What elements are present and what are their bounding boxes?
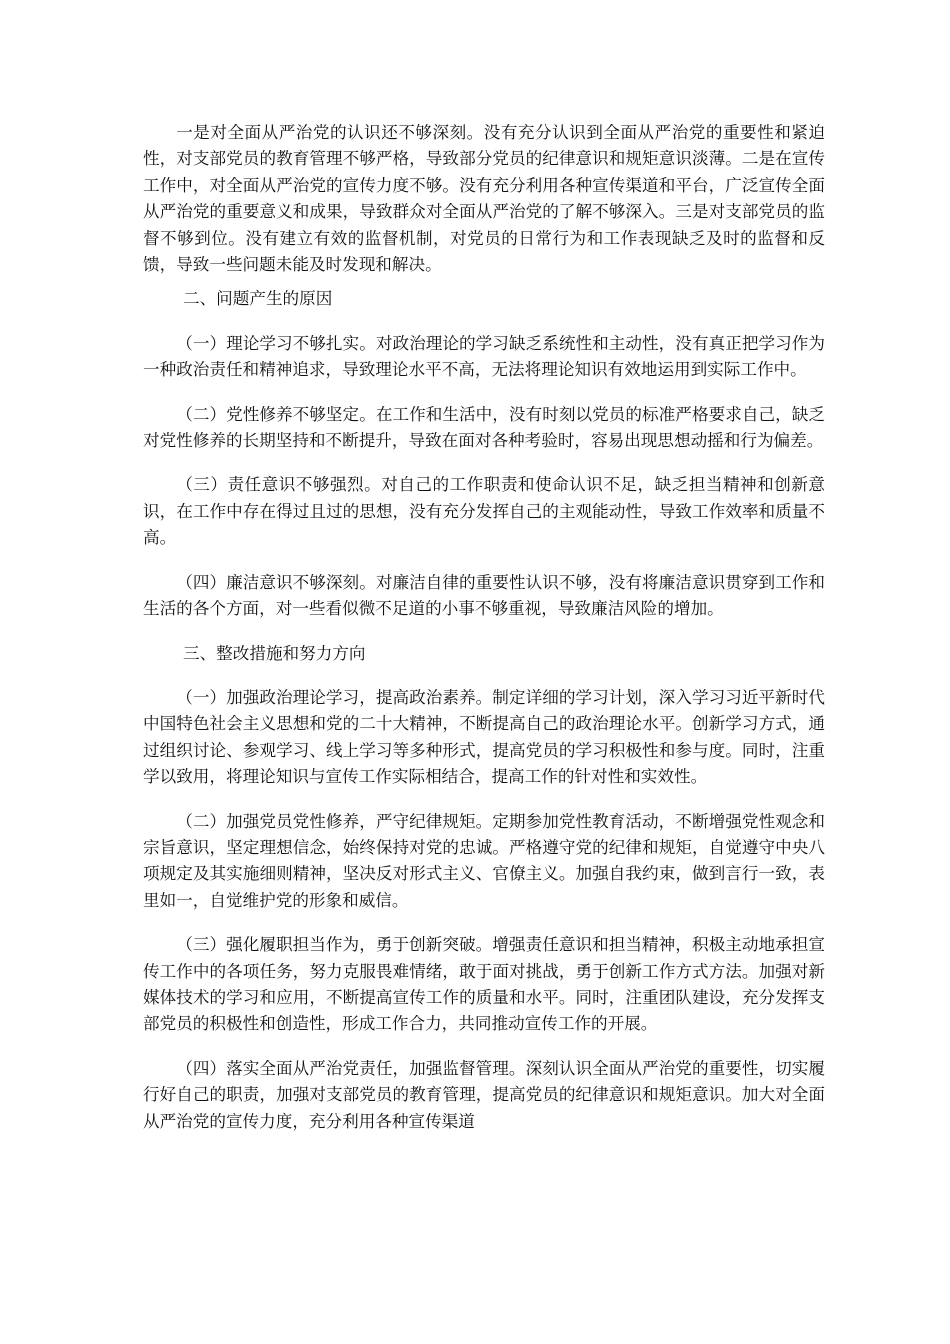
paragraph-measure-1: （一）加强政治理论学习，提高政治素养。制定详细的学习计划，深入学习习近平新时代中国特色社会主义思想和党的二十大精神，不断提高自己的政治理论水平。创新学习方式，通过组织讨论、参观学习、线上学习等多种形式，提高党员的学习积极性和参与度。同时，注重学以致用，将理论知识与宣传工作实际相结合，提高工作的针对性和实效性。 (143, 687, 825, 787)
section-heading-2: 二、问题产生的原因 (183, 289, 333, 309)
paragraph-1: 一是对全面从严治党的认识还不够深刻。没有充分认识到全面从严治党的重要性和紧迫性，对支部党员的教育管理不够严格，导致部分党员的纪律意识和规矩意识淡薄。二是在宣传工作中，对全面从严治党的宣传力度不够。没有充分利用各种宣传渠道和平台，广泛宣传全面从严治党的重要意义和成果，导致群众对全面从严治党的了解不够深入。三是对支部党员的监督不够到位。没有建立有效的监督机制，对党员的日常行为和工作表现缺乏及时的监督和反馈，导致一些问题未能及时发现和解决。 (143, 123, 825, 275)
paragraph-reason-3: （三）责任意识不够强烈。对自己的工作职责和使命认识不足，缺乏担当精神和创新意识，在工作中存在得过且过的思想，没有充分发挥自己的主观能动性，导致工作效率和质量不高。 (143, 475, 825, 548)
paragraph-reason-4: （四）廉洁意识不够深刻。对廉洁自律的重要性认识不够，没有将廉洁意识贯穿到工作和生活的各个方面，对一些看似微不足道的小事不够重视，导致廉洁风险的增加。 (143, 572, 825, 619)
section-heading-3: 三、整改措施和努力方向 (183, 643, 366, 663)
paragraph-measure-2: （二）加强党员党性修养，严守纪律规矩。定期参加党性教育活动，不断增强党性观念和宗旨意识，坚定理想信念，始终保持对党的忠诚。严格遵守党的纪律和规矩，自觉遵守中央八项规定及其实施细则精神，坚决反对形式主义、官僚主义。加强自我约束，做到言行一致，表里如一，自觉维护党的形象和威信。 (143, 811, 825, 910)
paragraph-measure-4: （四）落实全面从严治党责任，加强监督管理。深刻认识全面从严治党的重要性，切实履行好自己的职责，加强对支部党员的教育管理，提高党员的纪律意识和规矩意识。加大对全面从严治党的宣传力度，充分利用各种宣传渠道 (143, 1058, 825, 1131)
paragraph-measure-3: （三）强化履职担当作为，勇于创新突破。增强责任意识和担当精神，积极主动地承担宣传工作中的各项任务，努力克服畏难情绪，敢于面对挑战，勇于创新工作方式方法。加强对新媒体技术的学习和应用，不断提高宣传工作的质量和水平。同时，注重团队建设，充分发挥支部党员的积极性和创造性，形成工作合力，共同推动宣传工作的开展。 (143, 935, 825, 1034)
paragraph-reason-2: （二）党性修养不够坚定。在工作和生活中，没有时刻以党员的标准严格要求自己，缺乏对党性修养的长期坚持和不断提升，导致在面对各种考验时，容易出现思想动摇和行为偏差。 (143, 404, 825, 451)
document-body (143, 120, 825, 1135)
paragraph-reason-1: （一）理论学习不够扎实。对政治理论的学习缺乏系统性和主动性，没有真正把学习作为一种政治责任和精神追求，导致理论水平不高，无法将理论知识有效地运用到实际工作中。 (143, 333, 825, 380)
